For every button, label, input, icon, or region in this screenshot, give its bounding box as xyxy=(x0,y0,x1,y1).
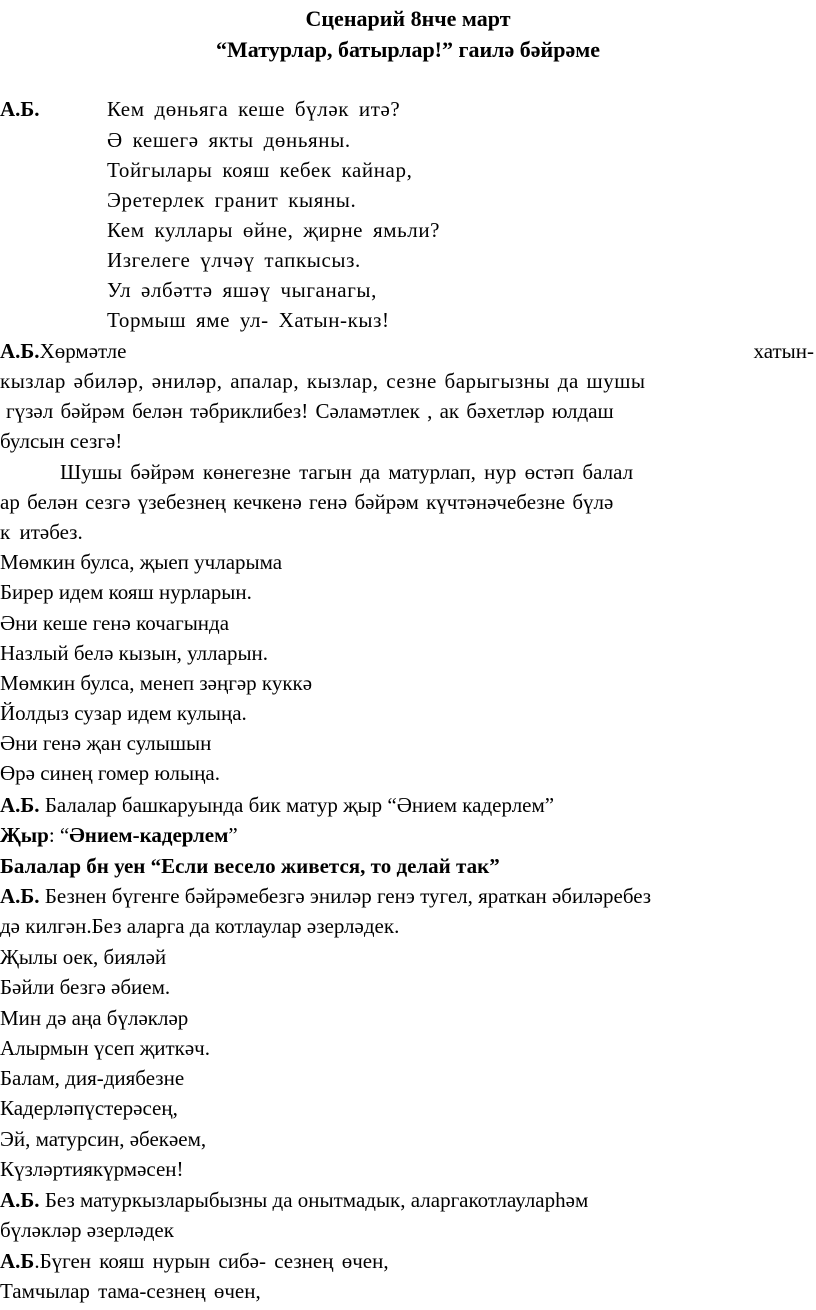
song-label: Җыр xyxy=(0,823,49,847)
speaker-label: А.Б xyxy=(0,1249,35,1273)
verse-line: Кадерләпүстерәсең, xyxy=(0,1096,178,1120)
verse-line: Эретерлек гранит кыяны. xyxy=(107,188,357,212)
paragraph-text: Безнен бүгенге бәйрәмебезгә эниләр генэ тугел, яраткан әбиләребез xyxy=(39,884,652,908)
verse-line: Мөмкин булса, менеп зәңгәр куккә xyxy=(0,671,313,695)
verse-line: Мин дә аңа бүләкләр xyxy=(0,1006,189,1030)
paragraph-line: Шушы бәйрәм көнегезне тагын да матурлап, нур өстәп балал xyxy=(60,460,634,484)
paragraph-text: Хөрмәтле xyxy=(39,339,127,363)
verse-line: Кем дөньяга кеше бүләк итә? xyxy=(107,97,401,121)
document-title: Сценарий 8нче март xyxy=(305,6,511,31)
verse-line: Кем куллары өйне, җирне ямьли? xyxy=(107,218,441,242)
paragraph-line: дә килгән.Без аларга да котлаулар әзерләдек. xyxy=(0,914,400,938)
speaker-label: А.Б. xyxy=(0,793,40,817)
verse-line: Балам, дия-диябезне xyxy=(0,1066,185,1090)
paragraph-text: Балалар башкаруында бик матур җыр “Әнием кадерлем” xyxy=(39,793,555,817)
speaker-label: А.Б. xyxy=(0,339,40,363)
verse-line: Эй, матурсин, әбекәем, xyxy=(0,1127,207,1151)
verse-line: Тормыш яме ул- Хатын-кыз! xyxy=(107,308,390,332)
verse-line: Мөмкин булса, җыеп учларыма xyxy=(0,550,283,574)
paragraph-line: булсын сезгә! xyxy=(0,429,123,453)
song-close-quote: ” xyxy=(228,823,238,847)
verse-line: Әни генә җан сулышын xyxy=(0,731,212,755)
paragraph-line xyxy=(0,793,554,818)
verse-line: Ул әлбәттә яшәү чыганагы, xyxy=(107,278,377,302)
verse-line: Тойгылары кояш кебек кайнар, xyxy=(107,158,413,182)
verse-line: Изгелеге үлчәү тапкысыз. xyxy=(107,248,361,272)
document-subtitle: “Матурлар, батырлар!” гаилә бәйрәме xyxy=(216,37,600,62)
paragraph-line xyxy=(0,339,126,364)
verse-line: Йолдыз сузар идем кулыңа. xyxy=(0,701,247,725)
paragraph-text: хатын- xyxy=(753,339,814,363)
game-line: Балалар бн уен “Если весело живется, то делай так” xyxy=(0,854,500,878)
speaker-label: А.Б. xyxy=(0,884,40,908)
paragraph-line: Тамчылар тама-сезнең өчен, xyxy=(0,1279,261,1303)
verse-line: Өрә синең гомер юлыңа. xyxy=(0,761,220,785)
verse-line: Бәйли безгә әбием. xyxy=(0,975,171,999)
song-separator: : “ xyxy=(48,823,70,847)
paragraph-line xyxy=(0,1249,389,1274)
paragraph-line: кызлар әбиләр, әниләр, апалар, кызлар, сезне барыгызны да шушы xyxy=(0,369,646,393)
paragraph-line: ар белән сезгә үзебезнең кечкенә генә бәйрәм күчтәнәчебезне бүлә xyxy=(0,490,614,514)
paragraph-line: гүзәл бәйрәм белән тәбриклибез! Сәламәтлек , ак бәхетләр юлдаш xyxy=(6,399,614,423)
verse-line: Бирер идем кояш нурларын. xyxy=(0,580,252,604)
speaker-label: А.Б. xyxy=(0,1188,40,1212)
verse-line: Җылы оек, бияләй xyxy=(0,945,167,969)
paragraph-line xyxy=(0,1188,588,1213)
verse-line: Әни кеше генә кочагында xyxy=(0,611,230,635)
paragraph-text: .Бүген кояш нурын сибә- сезнең өчен, xyxy=(34,1249,389,1273)
verse-line: Күзләртиякүрмәсен! xyxy=(0,1157,184,1181)
paragraph-line xyxy=(0,884,651,909)
paragraph-line: бүләкләр әзерләдек xyxy=(0,1218,174,1242)
speaker-label: А.Б. xyxy=(0,97,40,121)
song-line xyxy=(0,823,238,848)
verse-line: Назлый белә кызын, улларын. xyxy=(0,641,269,665)
verse-line: Алырмын үсеп җиткәч. xyxy=(0,1036,210,1060)
paragraph-text: Без матуркызларыбызны да онытмадык, аларгакотлауларһәм xyxy=(39,1188,589,1212)
verse-line: Ә кешегә якты дөньяны. xyxy=(107,128,351,152)
song-name: Әнием-кадерлем xyxy=(69,823,229,847)
paragraph-line: к итәбез. xyxy=(0,520,83,544)
